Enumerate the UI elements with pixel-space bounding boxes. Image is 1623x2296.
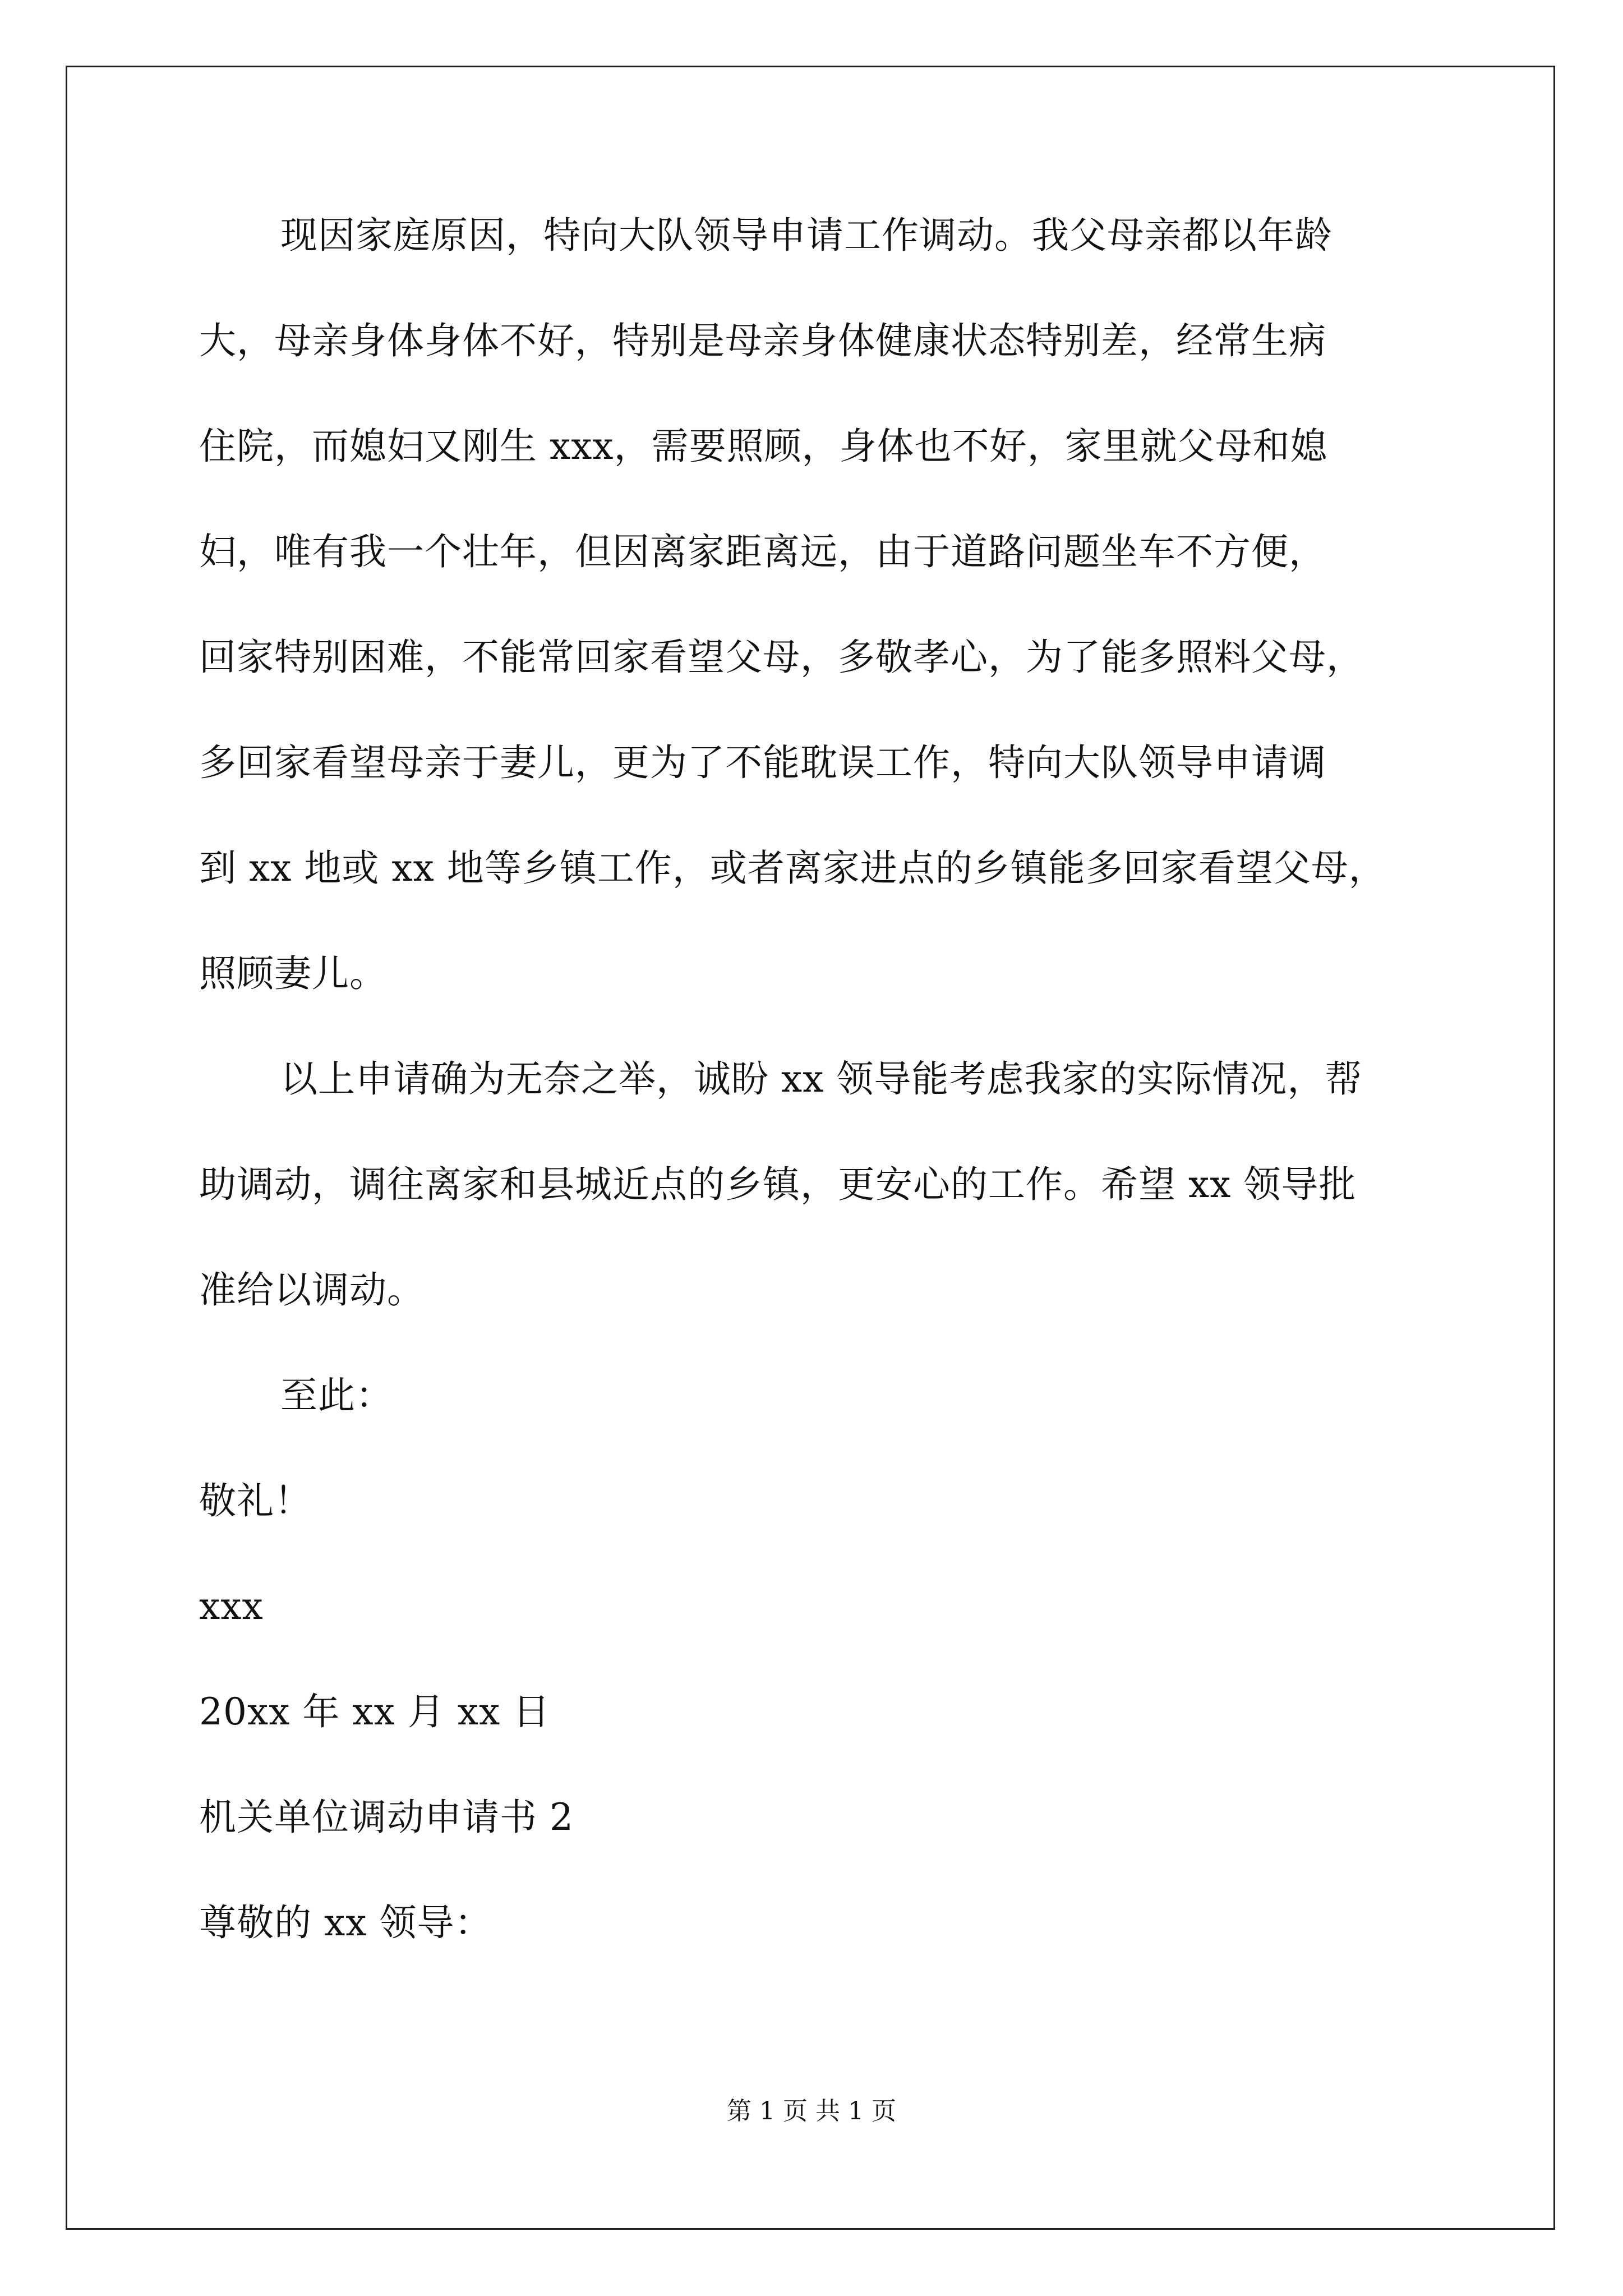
paragraph1-line: 大，母亲身体身体不好，特别是母亲身体健康状态特别差，经常生病 xyxy=(199,319,1326,362)
paragraph1-line: 照顾妻儿。 xyxy=(199,952,387,995)
paragraph2-line: 准给以调动。 xyxy=(199,1268,425,1312)
salute-text: 敬礼！ xyxy=(199,1479,312,1522)
paragraph1-line: 到 xx 地或 xx 地等乡镇工作，或者离家进点的乡镇能多回家看望父母， xyxy=(199,846,1386,890)
page-footer: 第 1 页 共 1 页 xyxy=(727,2097,896,2125)
signature-text: xxx xyxy=(199,1585,264,1628)
paragraph1-line: 多回家看望母亲于妻儿，更为了不能耽误工作，特向大队领导申请调 xyxy=(199,741,1326,784)
paragraph1-line: 妇，唯有我一个壮年，但因离家距离远，由于道路问题坐车不方便， xyxy=(199,530,1326,573)
paragraph1-line: 现因家庭原因，特向大队领导申请工作调动。我父母亲都以年龄 xyxy=(280,214,1332,257)
next-document-title: 机关单位调动申请书 2 xyxy=(199,1796,574,1839)
closing-text: 至此： xyxy=(280,1374,393,1417)
paragraph2-line: 以上申请确为无奈之举，诚盼 xx 领导能考虑我家的实际情况，帮 xyxy=(280,1057,1363,1101)
date-text: 20xx 年 xx 月 xx 日 xyxy=(199,1690,551,1733)
next-document-greeting: 尊敬的 xx 领导： xyxy=(199,1901,492,1944)
paragraph1-line: 住院，而媳妇又刚生 xxx，需要照顾，身体也不好，家里就父母和媳 xyxy=(199,425,1328,468)
paragraph2-line: 助调动，调往离家和县城近点的乡镇，更安心的工作。希望 xx 领导批 xyxy=(199,1163,1357,1206)
paragraph1-line: 回家特别困难，不能常回家看望父母，多敬孝心，为了能多照料父母， xyxy=(199,636,1364,679)
